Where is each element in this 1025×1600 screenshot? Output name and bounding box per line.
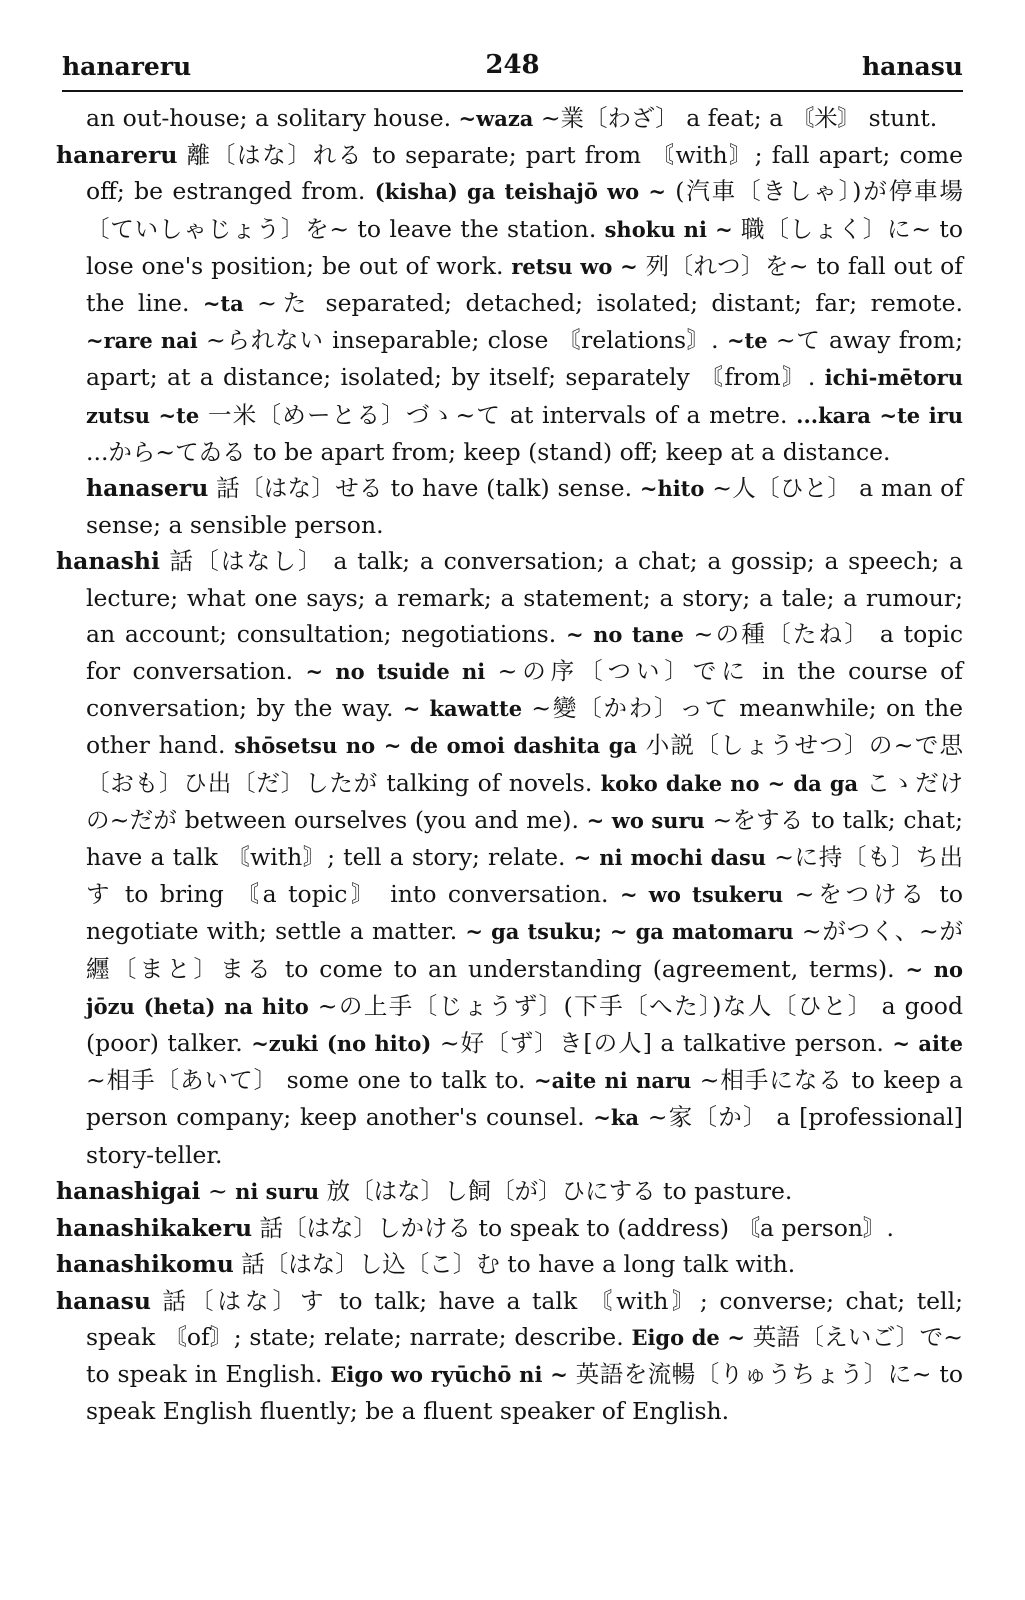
definition-text: 話〔はな〕しかける to speak to (address) 〘a person〙. [252,1214,895,1243]
romaji-phrase: ~ ga tsuku; ~ ga matomaru [465,919,794,945]
definition-text: ~て away from; apart; at a distance; isolated; by itself; separately 〘from〙. [86,326,964,392]
romaji-phrase: ~ta [202,291,244,317]
romaji-phrase: ~ kawatte [402,696,523,722]
romaji-phrase: retsu wo ~ [511,253,638,279]
definition-text: ~の種〔たね〕 a topic for conversation. [86,619,963,686]
right-guide-word: hanasu [861,52,963,81]
definition-text: 英語〔えいご〕で~ to speak in English. [86,1322,964,1388]
definition-text: ~人〔ひと〕 a man of sense; a sensible person. [86,474,964,540]
romaji-phrase: ~zuki (no hito) [251,1031,432,1057]
definition-text: 職〔しょく〕に~ to lose one's position; be out of work. [86,214,963,280]
definition-text: ~がつく、~が纒〔まと〕まる to come to an understanding (agreement, terms). [86,917,963,983]
romaji-phrase: ~hito [639,476,705,502]
definition-text: ~業〔わざ〕 a feat; a 〘米〙 stunt. [533,104,938,132]
romaji-phrase: ~ ni mochi dasu [573,845,767,871]
romaji-phrase: ~ wo tsukeru [619,882,784,908]
romaji-phrase: ~ no tane [565,621,684,647]
headword: hanaseru [86,474,209,503]
definition-text: 一米〔めーとる〕づゝ~て at intervals of a metre. [199,400,797,429]
definition-text: 離〔はな〕れる to separate; part from 〘with〙; fall apart; come off; be estranged from. [86,141,963,206]
headword: hanashikakeru [56,1214,253,1243]
definition-text: ...から~てゐる to be apart from; keep (stand) off; keep at a distance. [86,437,891,466]
continued-entry [56,100,963,137]
romaji-phrase: shoku ni ~ [604,216,733,242]
romaji-phrase: (kisha) ga teishajō wo ~ [374,179,666,205]
headword: hanashikomu [56,1250,234,1279]
dictionary-entry [56,137,963,470]
left-guide-word: hanareru [62,52,192,81]
romaji-phrase: koko dake no ~ da ga [600,770,859,796]
sub-entry [56,470,963,543]
definition-text: 放〔はな〕し飼〔が〕ひにする to pasture. [319,1176,793,1205]
definition-text: ~の上手〔じょうず〕(下手〔へた〕)な人〔ひと〕 a good (poor) talker. [86,991,963,1058]
definition-text: ~ [200,1176,236,1205]
page-number: 248 [485,50,540,80]
dictionary-entry [56,1246,963,1282]
romaji-phrase: ~ wo suru [586,807,705,833]
dictionary-entry [56,1283,963,1430]
romaji-phrase: ~ no jōzu (heta) na hito [86,956,963,1019]
definition-text: 話〔はな〕す to talk; have a talk 〘with〙; converse; chat; tell; speak 〘of〙; state; relate; narrate; describe. [86,1286,963,1351]
romaji-phrase: ~ka [593,1105,640,1131]
romaji-phrase: ~ no tsuide ni [305,659,486,685]
definition-text: ~相手になる to keep a person company; keep another's counsel. [86,1066,963,1132]
definition-text: an out-house; a solitary house. [86,104,459,132]
definition-text: ~た separated; detached; isolated; distant; far; remote. [243,289,963,318]
dictionary-entry [56,1210,963,1246]
romaji-phrase: ni suru [235,1178,320,1204]
definition-text: ~變〔かわ〕って meanwhile; on the other hand. [86,694,963,760]
romaji-phrase: ~te [726,328,768,354]
definition-text: 話〔はなし〕 a talk; a conversation; a chat; a gossip; a speech; a lecture; what one says; a remark; a statement; a story; a tale; a rumour; an account; consultation; negotiations. [86,547,963,648]
romaji-phrase: ~aite ni naru [533,1068,692,1094]
definition-text: ~相手〔あいて〕 some one to talk to. [86,1066,534,1095]
romaji-phrase: shōsetsu no ~ de omoi dashita ga [234,733,637,759]
definition-text: ~られない inseparable; close 〘relations〙. [197,326,727,355]
headword: hanashigai [56,1176,201,1205]
romaji-phrase: ichi-mētoru zutsu ~te [86,365,963,428]
headword: hanasu [56,1286,151,1315]
dictionary-entry [56,543,963,1172]
definition-text: ~に持〔も〕ち出す to bring 〘a topic〙 into conversation. [86,843,963,909]
headword: hanareru [56,141,178,170]
definition-text: 列〔れつ〕を~ to fall out of the line. [86,251,963,318]
definition-text: ~をつける to negotiate with; settle a matter. [86,880,963,946]
romaji-phrase: ~waza [458,106,534,131]
definition-text: 話〔はな〕し込〔こ〕む to have a long talk with. [233,1250,796,1279]
definition-text: ~の序〔つい〕でに in the course of conversation; by the way. [86,657,963,723]
romaji-phrase: ~rare nai [86,328,198,354]
definition-text: ~をする to talk; chat; have a talk 〘with〙; tell a story; relate. [86,805,963,872]
definition-text: 英語を流暢〔りゅうちょう〕に~ to speak English fluently; be a fluent speaker of English. [86,1359,963,1426]
definition-text: (汽車〔きしゃ〕)が停車場〔ていしゃじょう〕を~ to leave the station. [86,177,964,243]
definition-text: こゝだけの~だが between ourselves (you and me). [86,768,963,834]
definition-text: ~好〔ず〕き[の人] a talkative person. [431,1029,893,1058]
running-header [62,44,963,92]
definition-text: 小説〔しょうせつ〕の~で思〔おも〕ひ出〔だ〕したが talking of novels. [86,731,963,797]
definition-text: 話〔はな〕せる to have (talk) sense. [208,474,640,503]
dictionary-entry [56,1173,963,1210]
definition-text: ~家〔か〕 a [professional] story-teller. [86,1103,963,1169]
romaji-phrase: Eigo de ~ [631,1324,745,1350]
romaji-phrase: Eigo wo ryūchō ni ~ [330,1361,568,1387]
romaji-phrase: ~ aite [892,1031,963,1057]
dictionary-body [56,100,963,1580]
headword: hanashi [56,547,160,576]
romaji-phrase: ...kara ~te iru [796,402,964,428]
